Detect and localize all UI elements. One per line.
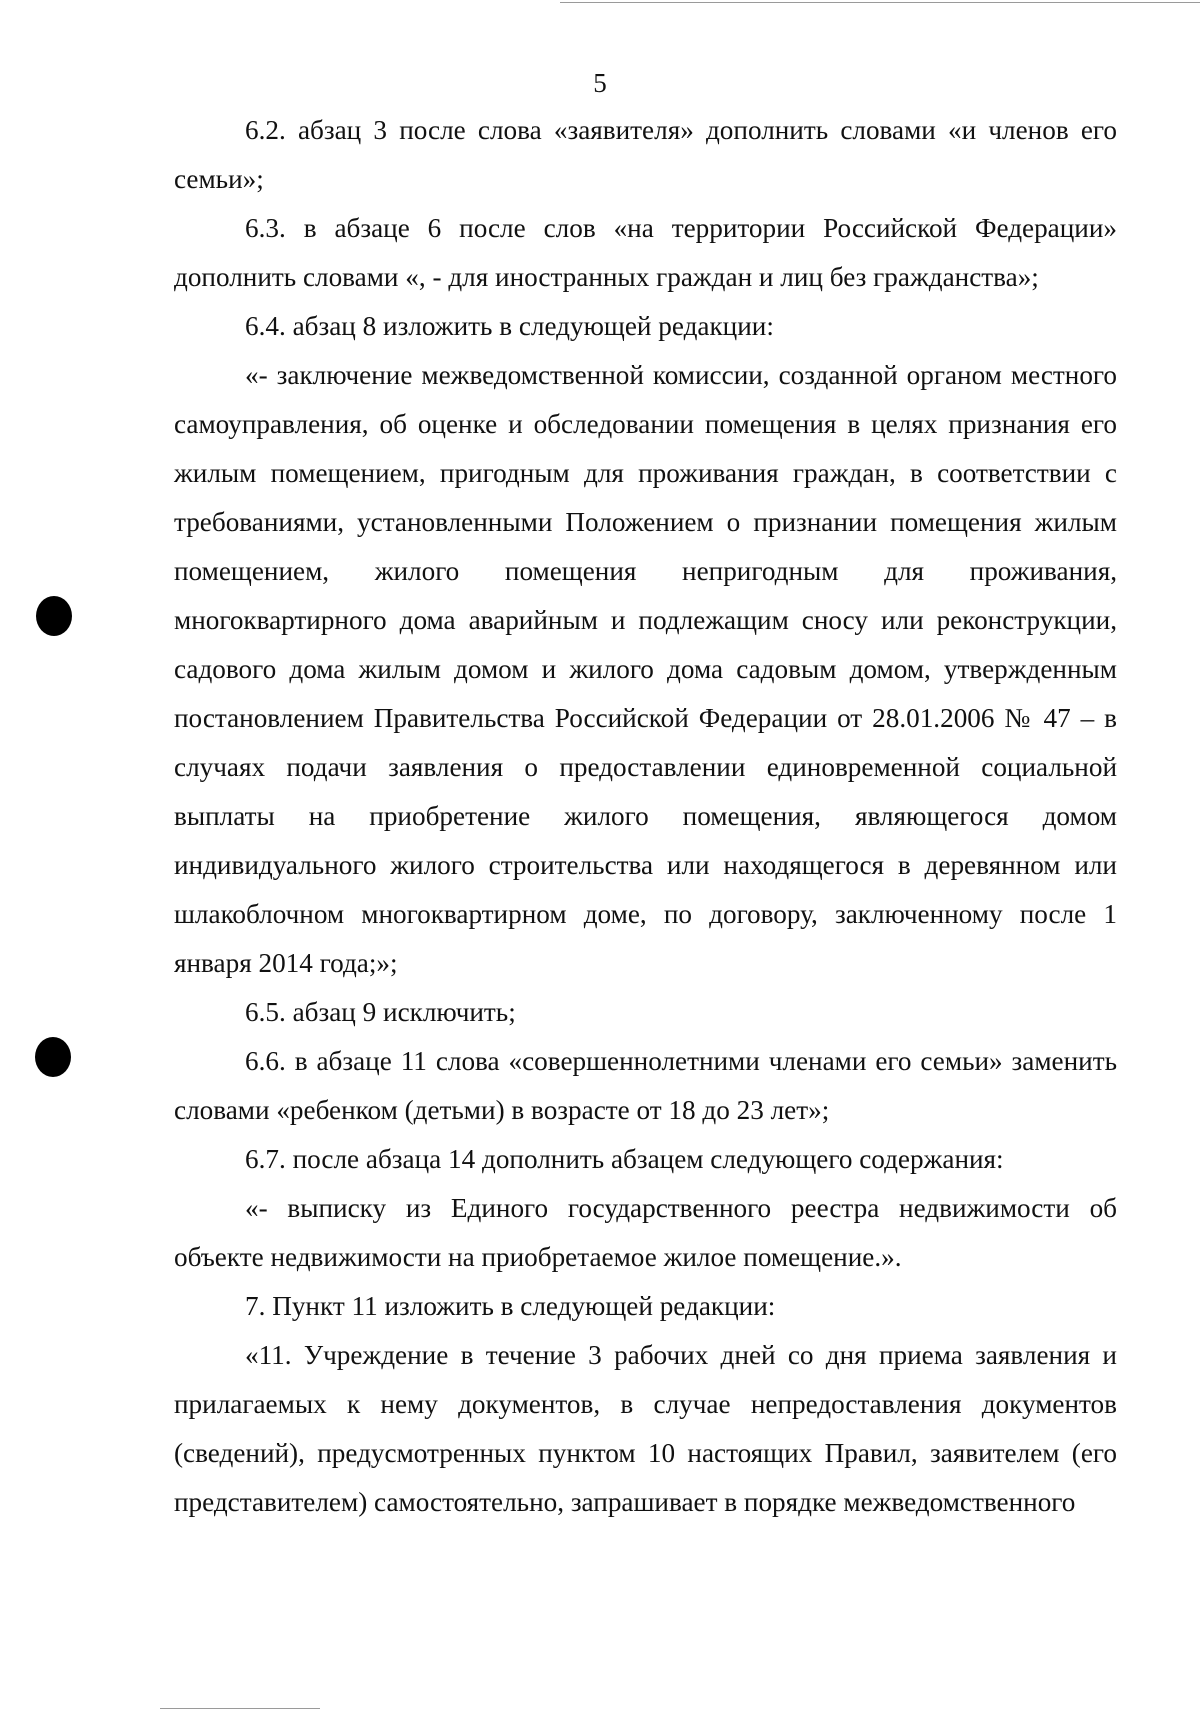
paragraph-7: 7. Пункт 11 изложить в следующей редакции:	[245, 1291, 776, 1321]
scan-edge-line-bottom	[160, 1708, 320, 1709]
document-body	[174, 106, 1117, 1527]
paragraph-6-7-text: «- выписку из Единого государственного реестра недвижимости об объекте недвижимости на приобретаемое жилое помещение.».	[174, 1193, 1117, 1272]
paragraph-6-3: 6.3. в абзаце 6 после слов «на территории Российской Федерации» дополнить словами «, - для иностранных граждан и лиц без гражданства»;	[174, 213, 1117, 292]
paragraph-7-text: «11. Учреждение в течение 3 рабочих дней со дня приема заявления и прилагаемых к нему документов, в случае непредоставления документов (сведений), предусмотренных пунктом 10 настоящих Правил, заявителем (его представителем) самостоятельно, запрашивает в порядке межведомственного	[174, 1340, 1117, 1517]
punch-hole	[35, 1037, 71, 1077]
scan-edge-line-top	[560, 2, 1200, 3]
page-number: 5	[593, 68, 607, 98]
paragraph-6-4-text: «- заключение межведомственной комиссии, созданной органом местного самоуправления, об оценке и обследовании помещения в целях признания его жилым помещением, пригодным для проживания граждан, в соответствии с требованиями, установленными Положением о признании помещения жилым помещением, жилого помещения непригодным для проживания, многоквартирного дома аварийным и подлежащим сносу или реконструкции, садового дома жилым домом и жилого дома садовым домом, утвержденным постановлением Правительства Российской Федерации от 28.01.2006 № 47 – в случаях подачи заявления о предоставлении единовременной социальной выплаты на приобретение жилого помещения, являющегося домом индивидуального жилого строительства или находящегося в деревянном или шлакоблочном многоквартирном доме, по договору, заключенному после 1 января 2014 года;»;	[174, 360, 1117, 978]
paragraph-6-5: 6.5. абзац 9 исключить;	[245, 997, 516, 1027]
paragraph-6-4: 6.4. абзац 8 изложить в следующей редакции:	[245, 311, 774, 341]
punch-hole	[36, 596, 72, 636]
paragraph-6-6: 6.6. в абзаце 11 слова «совершеннолетними членами его семьи» заменить словами «ребенком (детьми) в возрасте от 18 до 23 лет»;	[174, 1046, 1117, 1125]
paragraph-6-7: 6.7. после абзаца 14 дополнить абзацем следующего содержания:	[245, 1144, 1004, 1174]
paragraph-6-2: 6.2. абзац 3 после слова «заявителя» дополнить словами «и членов его семьи»;	[174, 115, 1117, 194]
